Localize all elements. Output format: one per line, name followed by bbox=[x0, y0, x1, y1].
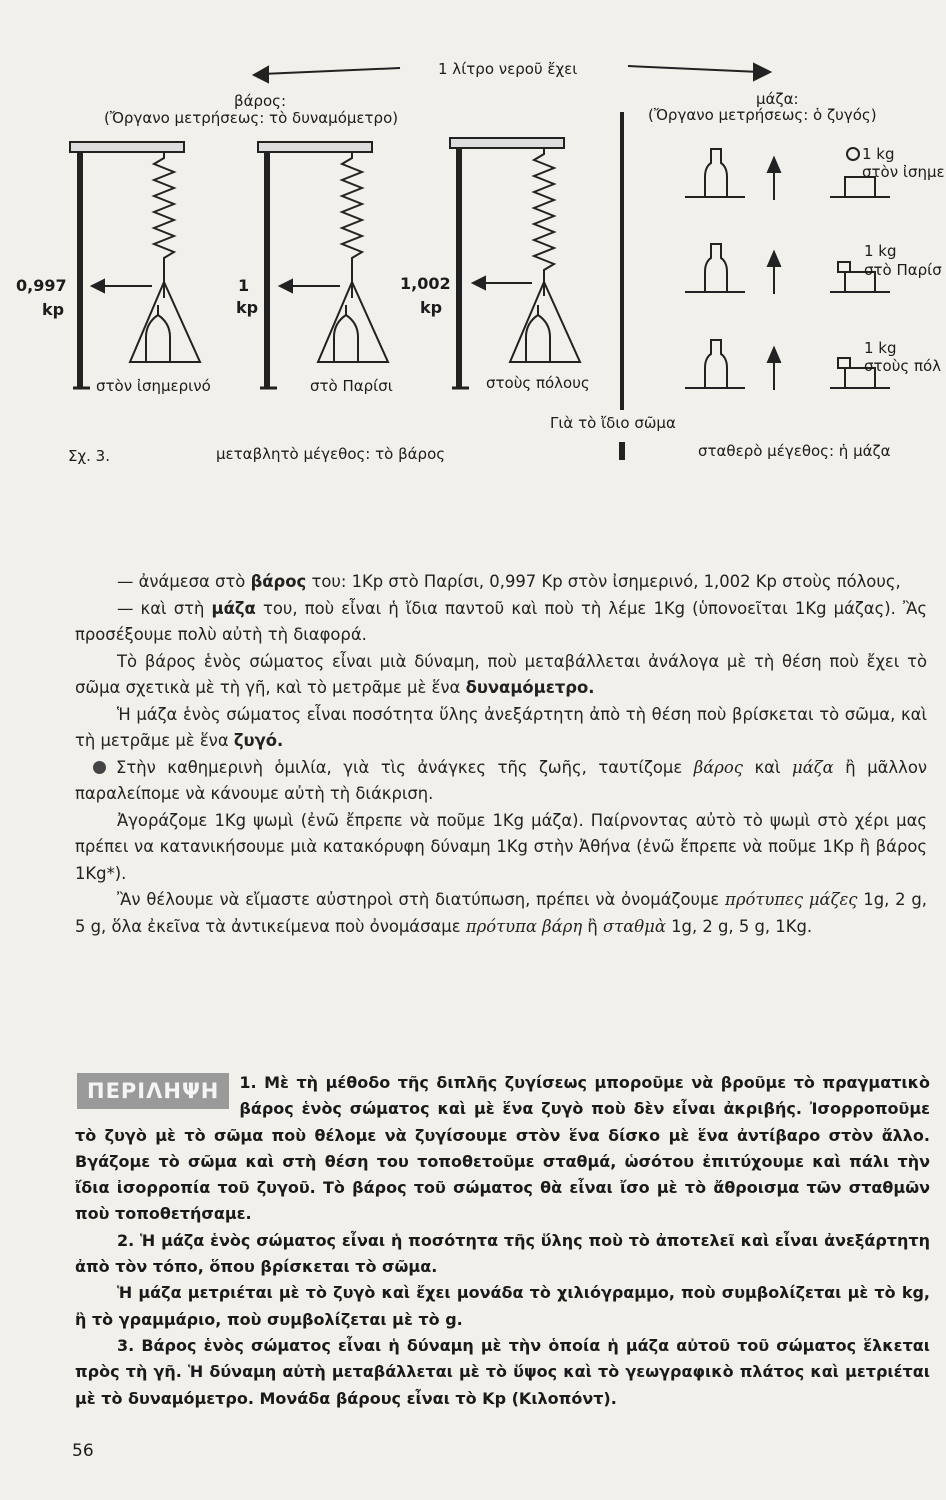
summary-point-2: 2. Ἡ μάζα ἑνὸς σώματος εἶναι ἡ ποσότητα τῆς ὕλης ποὺ τὸ ἀποτελεῖ καὶ εἶναι ἀνεξάρτητη ἀπὸ τὸν τόπο, ὅπου βρίσκεται τὸ σῶμα. bbox=[75, 1230, 930, 1277]
summary-point-1: ΠΕΡΙΛΗΨΗ 1. Μὲ τὴ μέθοδο τῆς διπλῆς ζυγίσεως μποροῦμε νὰ βροῦμε τὸ πραγματικὸ βάρος ἑνὸς σώματος καὶ μὲ ἕνα ζυγὸ ποὺ δὲν εἶναι ἀκριβής. Ἰσορροποῦμε τὸ ζυγὸ μὲ τὸ σῶμα ποὺ θέλομε νὰ ζυγίσουμε στὸν ἕνα δίσκο μὲ ἕνα ἀντίβαρο στὸν ἄλλο. Βγάζομε τὸ σῶμα καὶ στὴ θέση του τοποθετοῦμε σταθμά, ὡσότου ἐπιτύχουμε καὶ πάλι τὴν ἴδια ἰσορροπία τοῦ ζυγοῦ. Τὸ βάρος τοῦ σώματος θὰ εἶναι ἴσο μὲ τὸ ἄθροισμα τῶν σταθμῶν ποὺ τοποθετήσαμε. bbox=[75, 1073, 930, 1224]
same-body-caption: Γιὰ τὸ ἴδιο σῶμα bbox=[550, 414, 676, 432]
constant-caption: σταθερὸ μέγεθος: ἡ μάζα bbox=[698, 442, 891, 460]
paragraph-mass-definition: Ἡ μάζα ἑνὸς σώματος εἶναι ποσότητα ὕλης ἀνεξάρτητη ἀπὸ τὴ θέση ποὺ βρίσκεται τὸ σῶμα, καὶ τὴ μετρᾶμε μὲ ἕνα ζυγό. bbox=[75, 704, 927, 750]
figure-label: Σχ. 3. bbox=[68, 447, 110, 465]
spring-scale-equator bbox=[70, 142, 200, 388]
paragraph-everyday: Στὴν καθημερινὴ ὁμιλία, γιὰ τὶς ἀνάγκες τῆς ζωῆς, ταυτίζομε βάρος καὶ μάζα ἢ μᾶλλον παραλείπομε νὰ κάνουμε αὐτὴ τὴ διάκριση. bbox=[75, 757, 928, 803]
mass-heading: μάζα: bbox=[756, 90, 799, 108]
mass-instrument: (Ὄργανο μετρήσεως: ὁ ζυγός) bbox=[648, 106, 877, 124]
body-text bbox=[75, 569, 927, 940]
summary-point-2b: Ἡ μάζα μετριέται μὲ τὸ ζυγὸ καὶ ἔχει μονάδα τὸ χιλιόγραμμο, ποὺ συμβολίζεται μὲ τὸ kg, ἢ τὸ γραμμάριο, ποὺ συμβολίζεται μὲ τὸ g. bbox=[75, 1283, 930, 1329]
bullet-icon bbox=[93, 761, 106, 774]
page-number: 56 bbox=[72, 1441, 94, 1461]
mass-row-2 bbox=[685, 244, 890, 294]
mass-row-1-place: στὸν ἰσημε bbox=[862, 163, 945, 181]
figure-top-caption: 1 λίτρο νεροῦ ἔχει bbox=[438, 60, 578, 78]
weight-heading: βάρος: bbox=[234, 92, 287, 110]
arrow-head-left bbox=[254, 67, 268, 82]
reading-value-paris: 1 bbox=[238, 276, 250, 295]
paragraph-bread: Ἀγοράζομε 1Kg ψωμὶ (ἐνῶ ἔπρεπε νὰ ποῦμε 1Kg μάζα). Παίρνοντας αὐτὸ τὸ ψωμὶ στὸ χέρι μας πρέπει να κατανικήσουμε μιὰ κατακόρυφη δύναμη 1Kg στὴν Ἀθήνα (ἐνῶ ἔπρεπε νὰ ποῦμε 1Kp ἢ βάρος 1Kg*). bbox=[75, 810, 927, 883]
variable-caption: μεταβλητὸ μέγεθος: τὸ βάρος bbox=[216, 445, 446, 463]
summary-badge: ΠΕΡΙΛΗΨΗ bbox=[77, 1073, 229, 1109]
place-poles: στοὺς πόλους bbox=[486, 374, 590, 392]
mass-row-1 bbox=[685, 148, 890, 200]
spring-scale-paris bbox=[258, 142, 388, 388]
reading-value-poles: 1,002 bbox=[400, 274, 451, 293]
place-equator: στὸν ἰσημερινό bbox=[96, 377, 211, 395]
mass-row-2-place: στὸ Παρίσ bbox=[864, 261, 942, 279]
reading-unit-equator: kp bbox=[42, 300, 65, 319]
mass-row-1-value: 1 kg bbox=[862, 145, 895, 163]
mass-row-2-value: 1 kg bbox=[864, 242, 897, 260]
arrow-head-right bbox=[754, 64, 770, 80]
mass-row-3 bbox=[685, 340, 890, 390]
place-paris: στὸ Παρίσι bbox=[310, 377, 393, 395]
arrow-right-mass bbox=[628, 66, 760, 72]
mass-row-3-place: στοὺς πόλ bbox=[864, 357, 942, 375]
paragraph-weight-definition: Τὸ βάρος ἑνὸς σώματος εἶναι μιὰ δύναμη, ποὺ μεταβάλλεται ἀνάλογα μὲ τὴ θέση ποὺ ἔχει τὸ σῶμα σχετικὰ μὲ τὴ γῆ, καὶ τὸ μετρᾶμε μὲ ἕνα δυναμόμετρο. bbox=[75, 651, 927, 697]
spring-scale-poles bbox=[450, 138, 580, 388]
paragraph-standard-masses: Ἂν θέλουμε νὰ εἴμαστε αὐστηροὶ στὴ διατύπωση, πρέπει νὰ ὀνομάζουμε πρότυπες μάζες 1g, 2 g, 5 g, ὅλα ἐκεῖνα τὰ ἀντικείμενα ποὺ ὀνομάσαμε πρότυπα βάρη ἢ σταθμὰ 1g, 2 g, 5 g, 1Kg. bbox=[75, 890, 927, 936]
summary-section bbox=[75, 1070, 930, 1412]
paragraph-weight: — ἀνάμεσα στὸ βάρος του: 1Kp στὸ Παρίσι, 0,997 Kp στὸν ἰσημερινό, 1,002 Kp στοὺς πόλους, bbox=[117, 572, 901, 591]
summary-point-3: 3. Βάρος ἑνὸς σώματος εἶναι ἡ δύναμη μὲ τὴν ὁποία ἡ μάζα αὐτοῦ τοῦ σώματος ἕλκεται πρὸς τὴ γῆ. Ἡ δύναμη αὐτὴ μεταβάλλεται μὲ τὸ ὕψος καὶ τὸ γεωγραφικὸ πλάτος καὶ μετριέται μὲ τὸ δυναμόμετρο. Μονάδα βάρους εἶναι τὸ Kp (Κιλοπόντ). bbox=[75, 1335, 930, 1408]
arrow-left-weight bbox=[262, 68, 400, 74]
reading-unit-paris: kp bbox=[236, 298, 259, 317]
reading-value-equator: 0,997 bbox=[16, 276, 67, 295]
weight-instrument: (Ὄργανο μετρήσεως: τὸ δυναμόμετρο) bbox=[104, 109, 399, 127]
reading-unit-poles: kp bbox=[420, 298, 443, 317]
paragraph-mass: — καὶ στὴ μάζα του, ποὺ εἶναι ἡ ἴδια παντοῦ καὶ ποὺ τὴ λέμε 1Kg (ὑπονοεῖται 1Kg μάζας). Ἂς προσέξουμε πολὺ αὐτὴ τὴ διαφορά. bbox=[75, 598, 927, 644]
mass-row-3-value: 1 kg bbox=[864, 339, 897, 357]
